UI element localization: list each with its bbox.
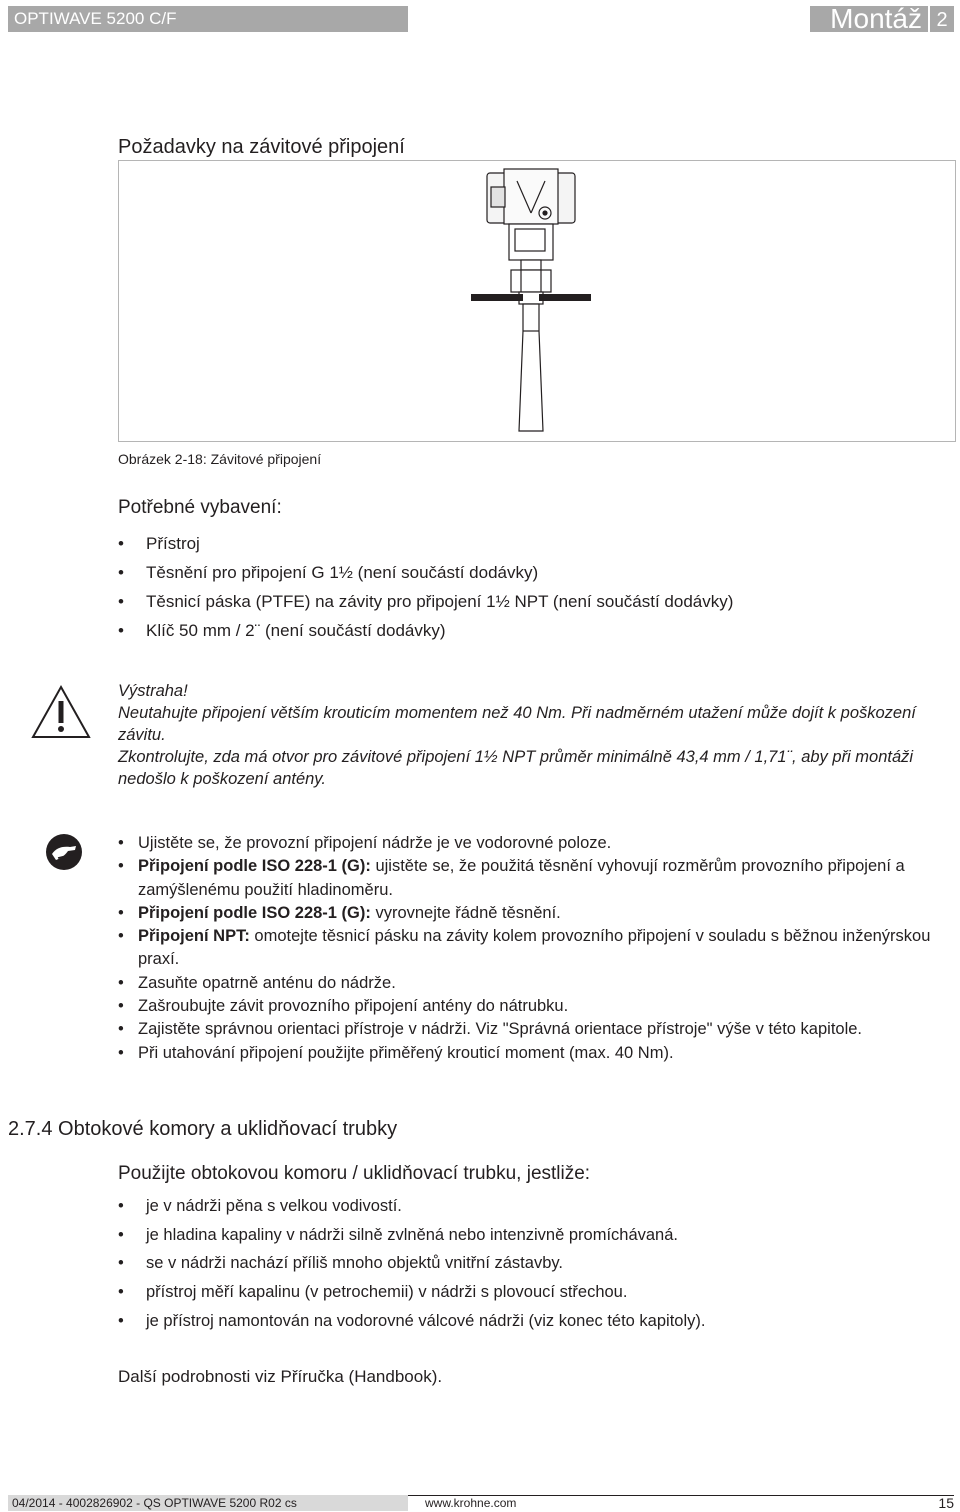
list-item: • Těsnicí páska (PTFE) na závity pro připojení 1½ NPT (není součástí dodávky)	[118, 587, 733, 616]
header-chapter-number: 2	[930, 6, 954, 32]
list-item: • se v nádrži nachází příliš mnoho objektů vnitřní zástavby.	[118, 1249, 705, 1278]
subsection-list	[118, 1192, 705, 1335]
footer-doc-id: 04/2014 - 4002826902 - QS OPTIWAVE 5200 R02 cs	[8, 1495, 408, 1511]
step-item: • Připojení NPT: omotejte těsnicí pásku na závity kolem provozního připojení v souladu s běžnou inženýrskou praxí.	[118, 925, 954, 972]
warning-block	[118, 680, 958, 790]
warning-text-2: Zkontrolujte, zda má otvor pro závitové připojení 1½ NPT průměr minimálně 43,4 mm / 1,71¨, aby při montáži nedošlo k poškození antény.	[118, 748, 914, 788]
list-item: • je přístroj namontován na vodorovné válcové nádrži (viz konec této kapitoly).	[118, 1307, 705, 1336]
footer-page-number: 15	[938, 1495, 954, 1511]
step-item: • Ujistěte se, že provozní připojení nádrže je ve vodorovné poloze.	[118, 832, 954, 855]
instruction-steps	[118, 832, 954, 1065]
list-item: • Těsnění pro připojení G 1½ (není součástí dodávky)	[118, 558, 733, 587]
warning-text-1: Neutahujte připojení větším krouticím momentem než 40 Nm. Při nadměrném utažení může dojít k poškození závitu.	[118, 704, 916, 744]
more-info: Další podrobnosti viz Příručka (Handbook).	[118, 1367, 443, 1386]
list-item: • je hladina kapaliny v nádrži silně zvlněná nebo intenzivně promíchávaná.	[118, 1221, 705, 1250]
footer-url: www.krohne.com	[425, 1496, 517, 1510]
header-chapter-title: Montáž	[810, 6, 928, 32]
list-item: • Klíč 50 mm / 2¨ (není součástí dodávky)	[118, 616, 733, 645]
warning-title: Výstraha!	[118, 682, 188, 700]
figure-threaded-connection	[118, 160, 956, 442]
subsection-intro: Použijte obtokovou komoru / uklidňovací trubku, jestliže:	[118, 1163, 591, 1184]
equipment-list	[118, 529, 733, 645]
header-product: OPTIWAVE 5200 C/F	[8, 6, 408, 32]
equipment-heading: Potřebné vybavení:	[118, 497, 282, 518]
step-item: • Zašroubujte závit provozního připojení antény do nátrubku.	[118, 995, 954, 1018]
step-item: • Připojení podle ISO 228-1 (G): vyrovnejte řádně těsnění.	[118, 902, 954, 925]
hand-icon	[44, 832, 84, 872]
list-item: • je v nádrži pěna s velkou vodivostí.	[118, 1192, 705, 1221]
step-item: • Při utahování připojení použijte přiměřený krouticí moment (max. 40 Nm).	[118, 1042, 954, 1065]
warning-icon	[30, 684, 92, 740]
subsection-heading: 2.7.4 Obtokové komory a uklidňovací trubky	[8, 1118, 398, 1140]
section-title: Požadavky na závitové připojení	[118, 136, 405, 158]
figure-caption: Obrázek 2-18: Závitové připojení	[118, 451, 322, 467]
step-item: • Zajistěte správnou orientaci přístroje v nádrži. Viz "Správná orientace přístroje" výše v této kapitole.	[118, 1018, 954, 1041]
list-item: • Přístroj	[118, 529, 733, 558]
list-item: • přístroj měří kapalinu (v petrochemii) v nádrži s plovoucí střechou.	[118, 1278, 705, 1307]
step-item: • Připojení podle ISO 228-1 (G): ujistěte se, že použitá těsnění vyhovují rozměrům provozního připojení a zamýšlenému použití hladinoměru.	[118, 855, 954, 902]
device-drawing	[119, 161, 957, 443]
step-item: • Zasuňte opatrně anténu do nádrže.	[118, 972, 954, 995]
